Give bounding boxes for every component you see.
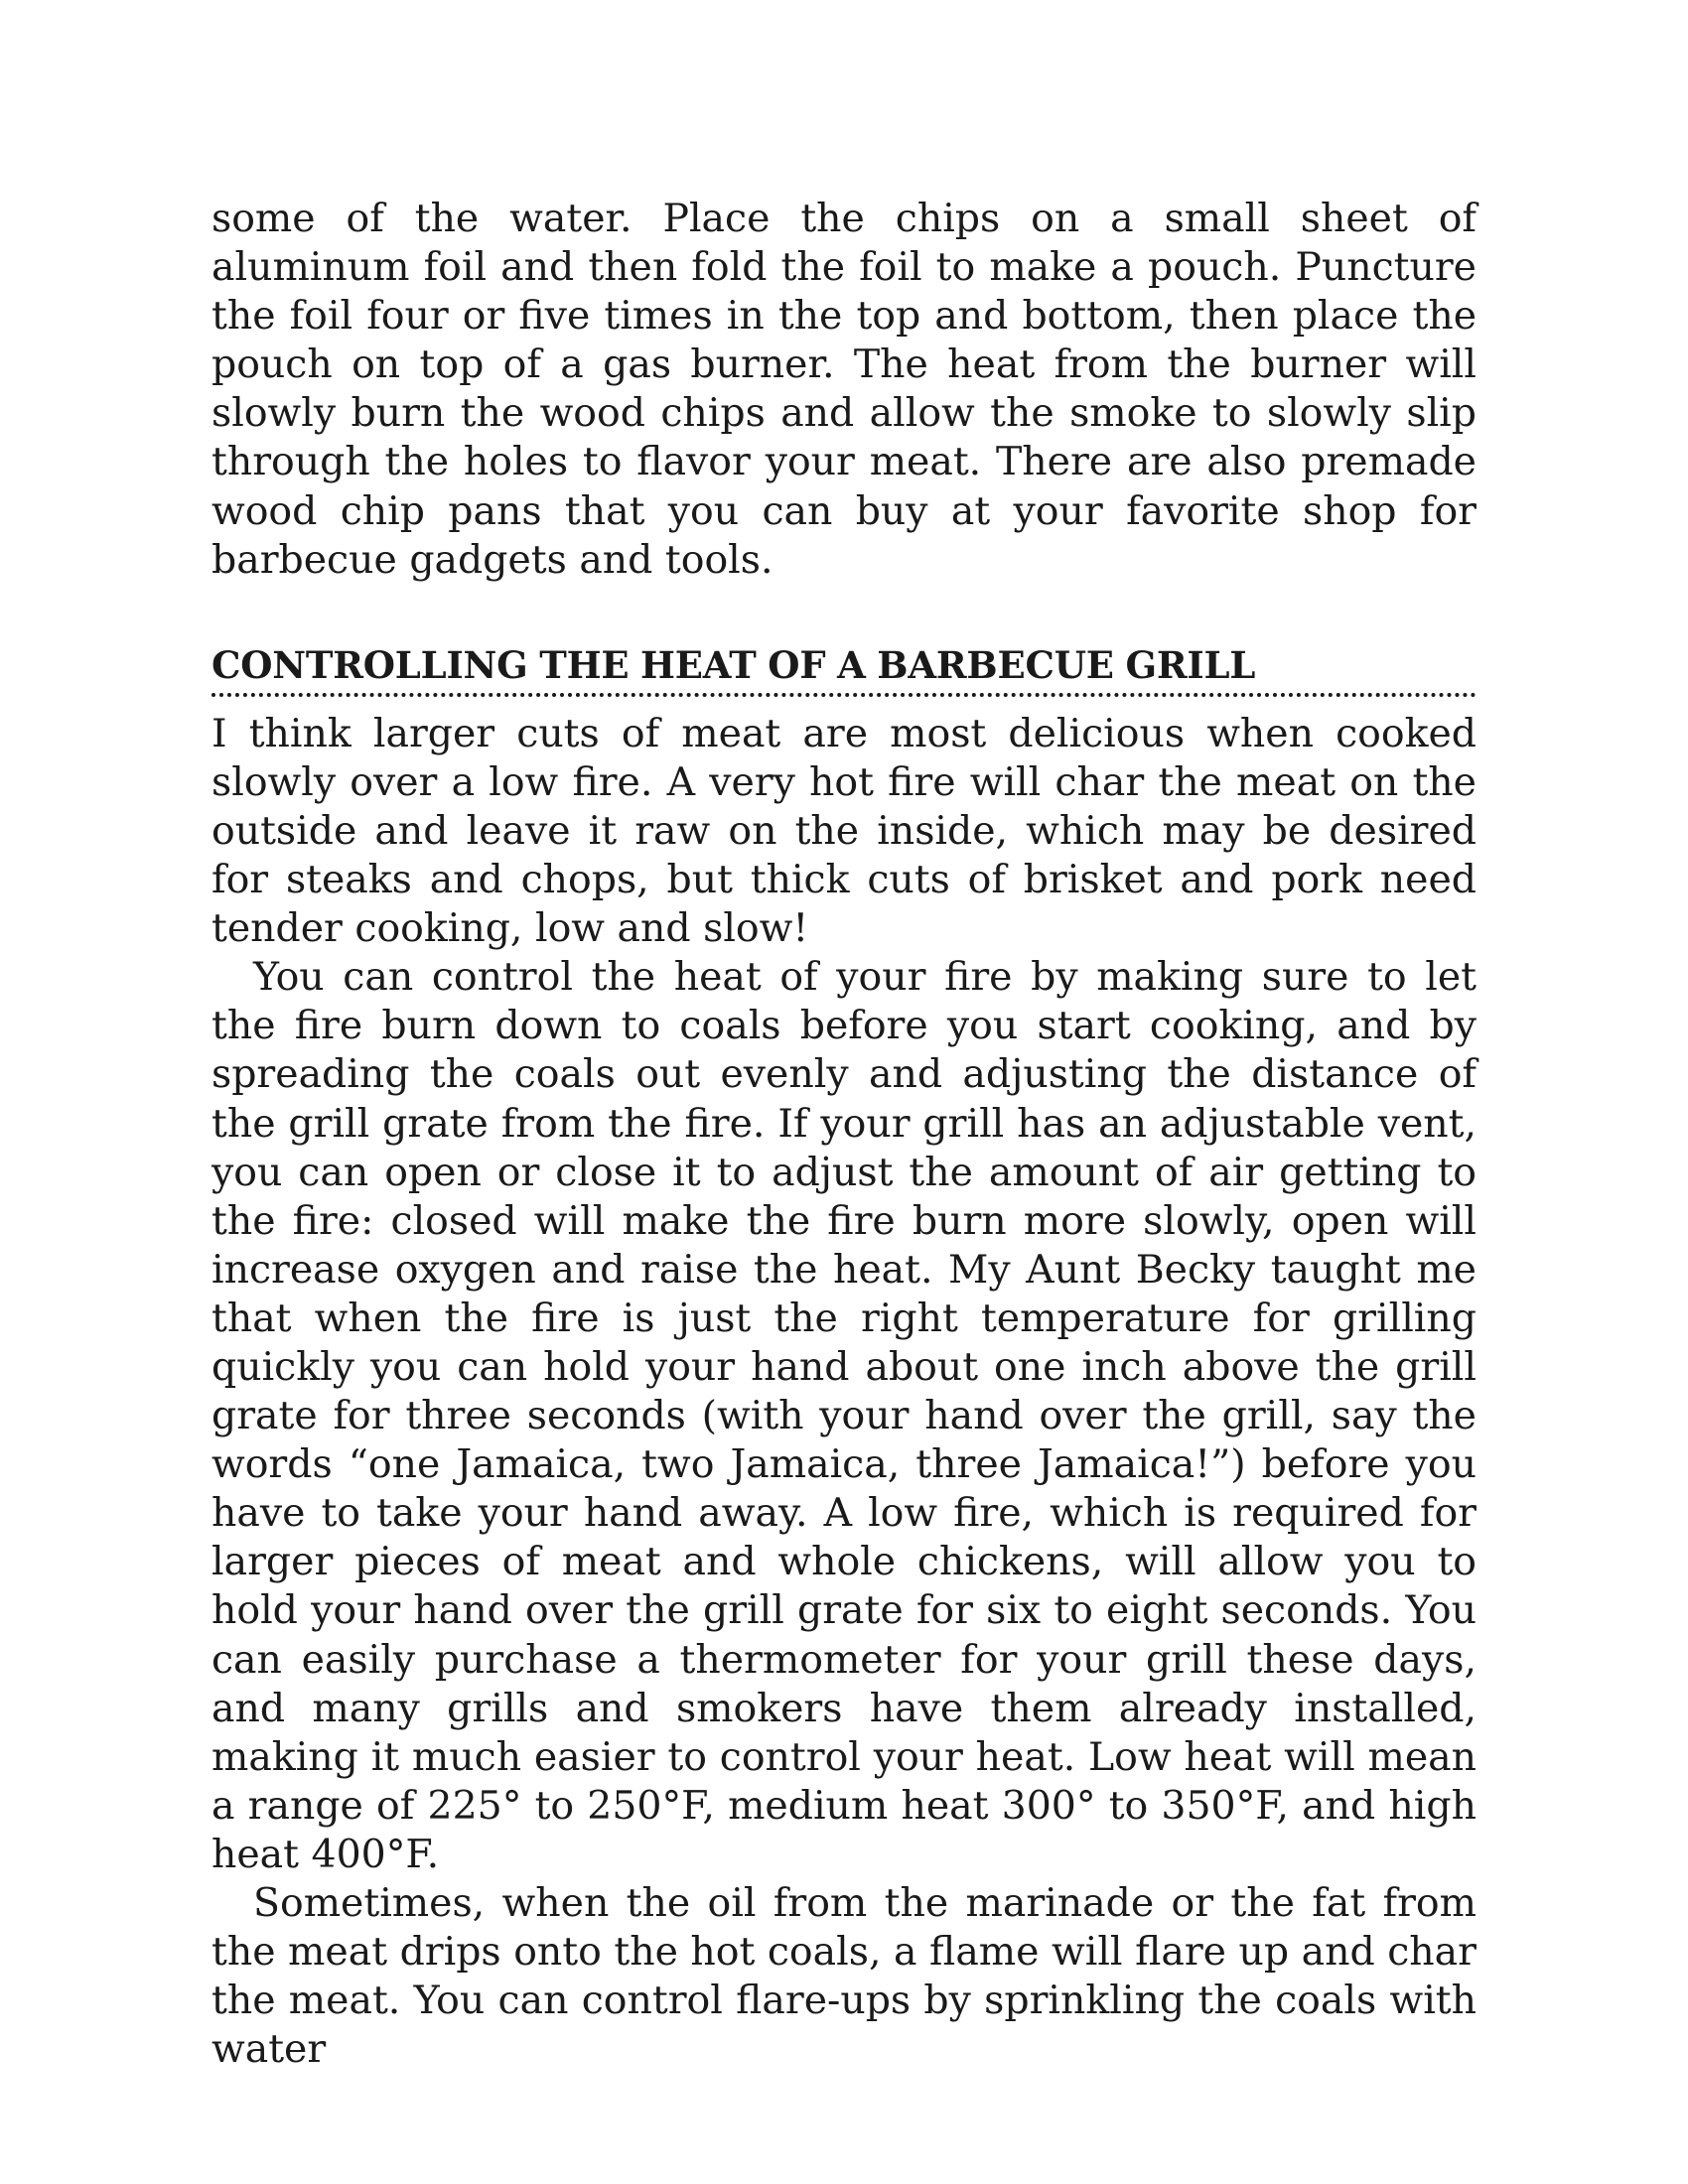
dotted-divider: [211, 693, 1477, 697]
intro-paragraph: some of the water. Place the chips on a small sheet of aluminum foil and then fold the foil to make a pouch. Puncture the foil four or five times in the top and bottom, then place the pouch on top of a gas burner. The heat from the burner will slowly burn the wood chips and allow the smoke to slowly slip through the holes to flavor your meat. There are also premade wood chip pans that you can buy at your favorite shop for barbecue gadgets and tools.: [211, 196, 1477, 583]
page-content: [211, 195, 1477, 2074]
section-heading: CONTROLLING THE HEAT OF A BARBECUE GRILL: [211, 642, 1256, 687]
body-paragraph-1: I think larger cuts of meat are most delicious when cooked slowly over a low fire. A very hot fire will char the meat on the outside and leave it raw on the inside, which may be desired for steaks and chops, but thick cuts of brisket and pork need tender cooking, low and slow!: [211, 710, 1477, 952]
body-paragraph-3: Sometimes, when the oil from the marinade or the fat from the meat drips onto the hot coals, a flame will flare up and char the meat. You can control flare-ups by sprinkling the coals with water: [211, 1880, 1477, 2073]
body-paragraph-2: You can control the heat of your fire by making sure to let the fire burn down to coals before you start cooking, and by spreading the coals out evenly and adjusting the distance of the grill grate from the fire. If your grill has an adjustable vent, you can open or close it to adjust the amount of air getting to the fire: closed will make the fire burn more slowly, open will increase oxygen and raise the heat. My Aunt Becky taught me that when the fire is just the right temperature for grilling quickly you can hold your hand about one inch above the grill grate for three seconds (with your hand over the grill, say the words “one Jamaica, two Jamaica, three Jamaica!”) before you have to take your hand away. A low fire, which is required for larger pieces of meat and whole chickens, will allow you to hold your hand over the grill grate for six to eight seconds. You can easily purchase a thermometer for your grill these days, and many grills and smokers have them already installed, making it much easier to control your heat. Low heat will mean a range of 225° to 250°F, medium heat 300° to 350°F, and high heat 400°F.: [211, 954, 1477, 1877]
